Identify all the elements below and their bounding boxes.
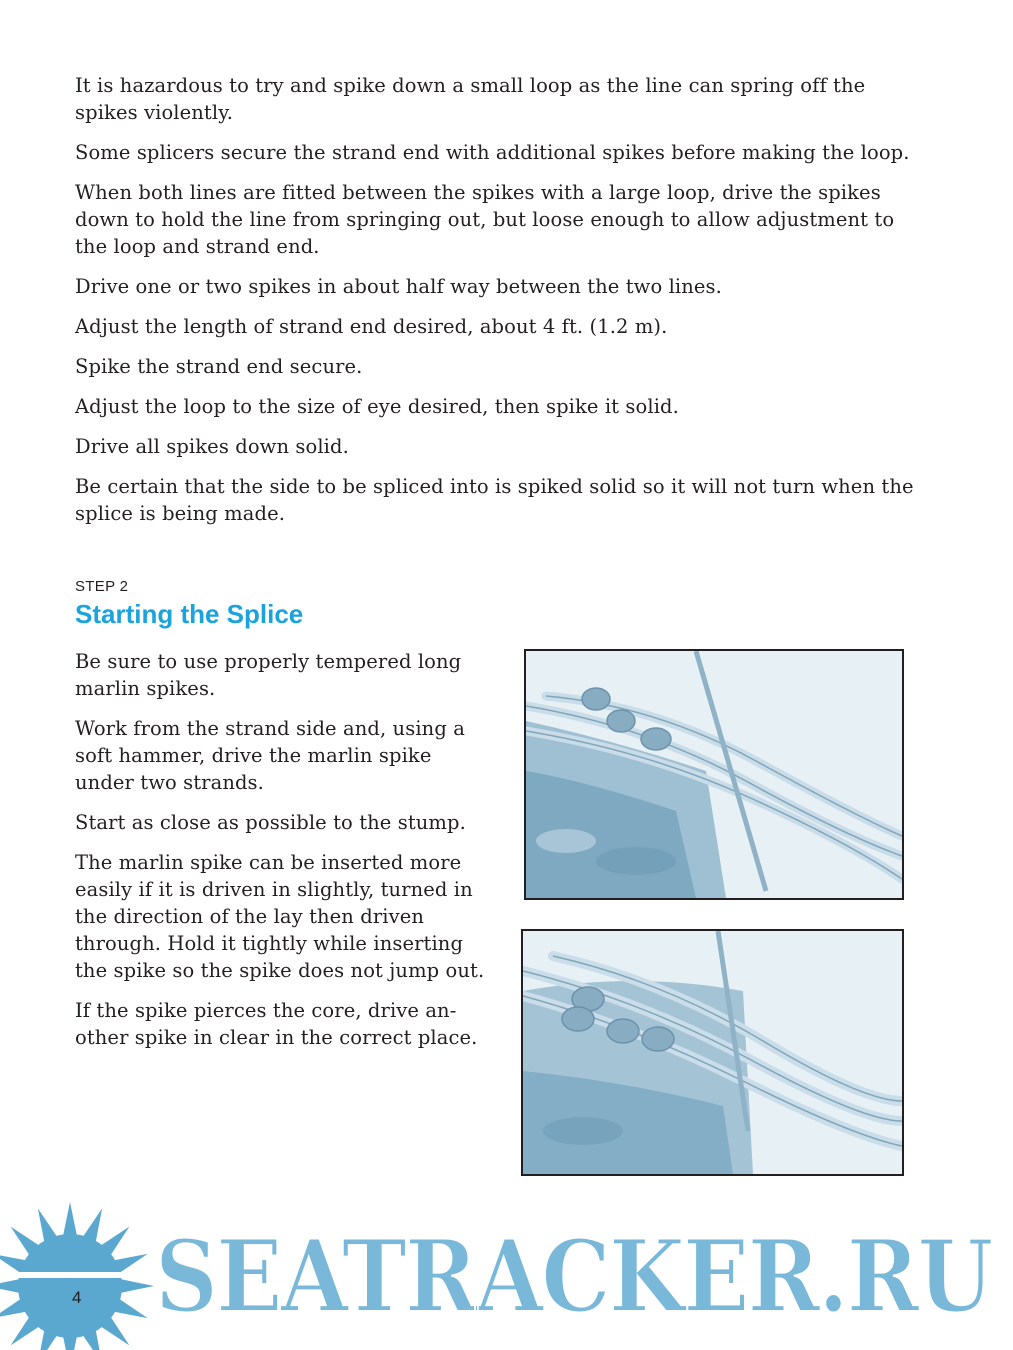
wire-rope-image: [526, 651, 902, 898]
splice-photo-2: [521, 929, 904, 1176]
watermark: SEATRACKER.RU: [155, 1219, 992, 1335]
paragraph: Start as close as possible to the stump.: [75, 811, 466, 834]
paragraph: Adjust the length of strand end desired, about 4 ft. (1.2 m).: [75, 315, 668, 338]
paragraph: Some splicers secure the strand end with additional spikes before making the loop.: [75, 141, 910, 164]
paragraph: It is hazardous to try and spike down a small loop as the line can spring off the spikes violently.: [75, 74, 866, 124]
paragraph: Work from the strand side and, using a soft hammer, drive the marlin spike under two strands.: [75, 717, 465, 794]
paragraph: Drive one or two spikes in about half way between the two lines.: [75, 275, 722, 298]
paragraph: When both lines are fitted between the spikes with a large loop, drive the spikes down to hold the line from springing out, but loose enough to allow adjustment to the loop and strand end.: [75, 181, 895, 258]
paragraph: If the spike pierces the core, drive an-other spike in clear in the correct place.: [75, 999, 478, 1049]
wire-rope-image: [523, 931, 902, 1174]
step-title: Starting the Splice: [75, 599, 304, 629]
paragraph: Be sure to use properly tempered long marlin spikes.: [75, 650, 462, 700]
step-label: STEP 2: [75, 578, 129, 595]
paragraph: Adjust the loop to the size of eye desired, then spike it solid.: [75, 395, 679, 418]
page-number: 4: [72, 1288, 82, 1307]
intro-text: [75, 72, 915, 540]
paragraph: The marlin spike can be inserted more easily if it is driven in slightly, turned in the direction of the lay then driven through. Hold it tightly while inserting the spike so the spike does not jump out.: [75, 851, 485, 982]
paragraph: Spike the strand end secure.: [75, 355, 363, 378]
paragraph: Drive all spikes down solid.: [75, 435, 349, 458]
splice-photo-1: [524, 649, 904, 900]
paragraph: Be certain that the side to be spliced into is spiked solid so it will not turn when the splice is being made.: [75, 475, 914, 525]
step-text: [75, 648, 495, 1064]
